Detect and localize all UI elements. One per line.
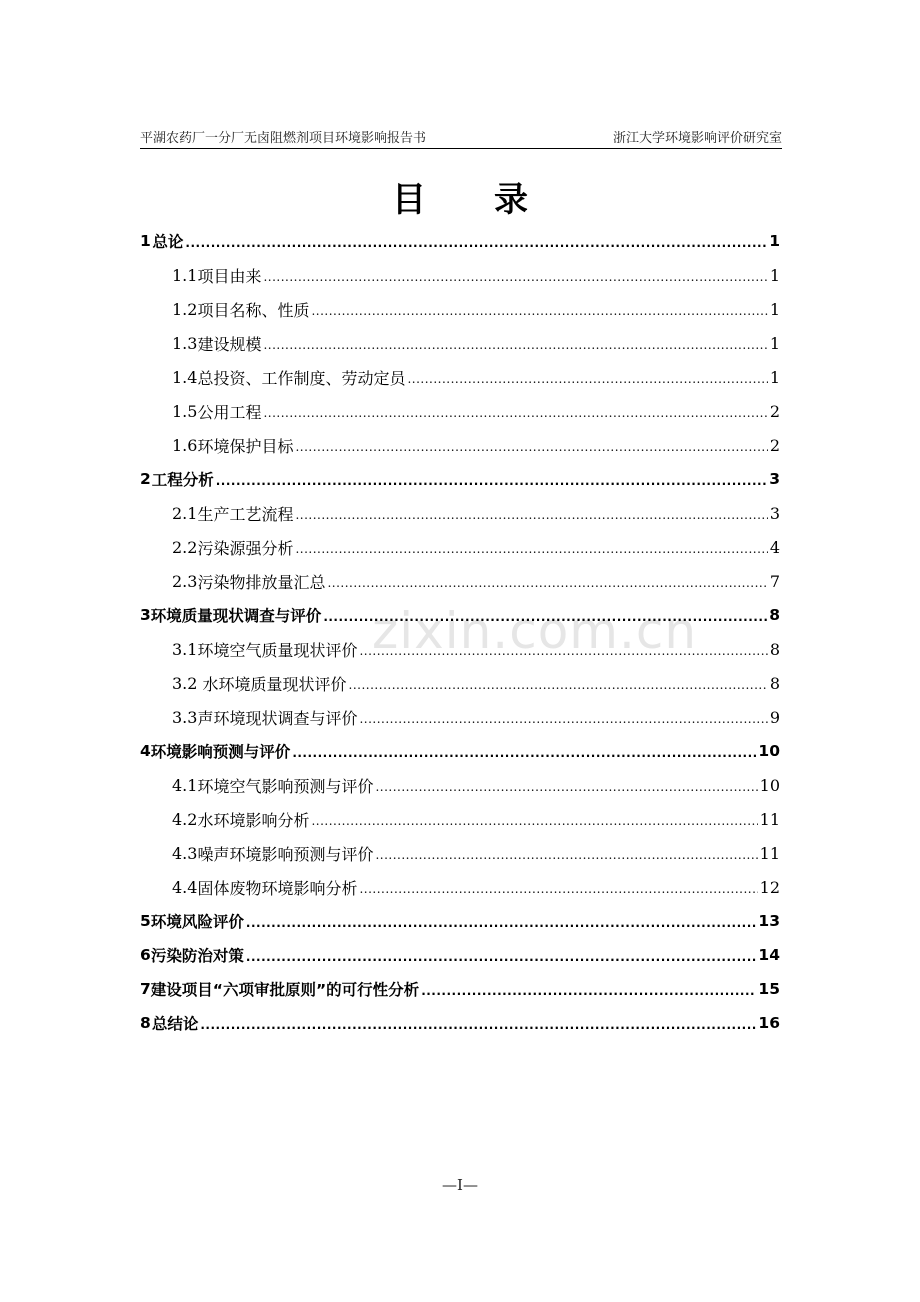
toc-section-entry[interactable] <box>140 360 780 394</box>
toc-entry-label: 污染物排放量汇总 <box>197 572 326 592</box>
toc-section-entry[interactable] <box>140 870 780 904</box>
toc-entry-label: 总论 <box>152 233 184 251</box>
toc-section-entry[interactable] <box>140 258 780 292</box>
toc-chapter-entry[interactable] <box>140 938 780 972</box>
toc-entry-number: 4 <box>140 742 151 760</box>
toc-dot-leader <box>407 370 767 386</box>
toc-entry-label: 工程分析 <box>151 471 214 489</box>
toc-entry-label: 建设项目“六项审批原则”的可行性分析 <box>150 981 420 999</box>
toc-chapter-entry[interactable] <box>140 224 780 258</box>
toc-entry-label: 环境风险评价 <box>150 913 244 931</box>
toc-dot-leader <box>263 268 767 284</box>
toc-dot-leader <box>375 846 757 862</box>
toc-section-entry[interactable] <box>140 802 780 836</box>
toc-entry-number: 4.3 <box>172 843 198 863</box>
toc-dot-leader <box>246 948 757 964</box>
toc-entry-page-number: 8 <box>769 606 780 624</box>
toc-entry-label: 环境空气影响预测与评价 <box>197 776 374 796</box>
toc-entry-number: 2 <box>140 470 151 488</box>
toc-entry-label: 环境影响预测与评价 <box>150 743 291 761</box>
toc-dot-leader <box>359 880 757 896</box>
toc-entry-page-number: 8 <box>769 639 780 659</box>
toc-chapter-entry[interactable] <box>140 904 780 938</box>
toc-dot-leader <box>349 676 768 692</box>
toc-section-entry[interactable] <box>140 666 780 700</box>
toc-entry-label: 噪声环境影响预测与评价 <box>197 844 374 864</box>
toc-section-entry[interactable] <box>140 564 780 598</box>
toc-entry-page-number: 1 <box>769 367 780 387</box>
toc-entry-number: 4.4 <box>172 877 198 897</box>
toc-chapter-entry[interactable] <box>140 972 780 1006</box>
toc-entry-number: 3.1 <box>172 639 198 659</box>
toc-entry-label: 环境空气质量现状评价 <box>197 640 358 660</box>
page-number-footer: —I— <box>442 1176 478 1194</box>
toc-dot-leader <box>295 438 767 454</box>
toc-dot-leader <box>185 234 767 250</box>
toc-dot-leader <box>295 506 767 522</box>
toc-entry-label: 环境质量现状调查与评价 <box>150 607 322 625</box>
header-institution: 浙江大学环境影响评价研究室 <box>612 131 782 146</box>
toc-entry-label: 污染防治对策 <box>150 947 244 965</box>
toc-dot-leader <box>375 778 757 794</box>
toc-section-entry[interactable] <box>140 326 780 360</box>
toc-entry-number: 1.6 <box>172 435 198 455</box>
toc-entry-label: 项目由来 <box>197 266 262 286</box>
toc-entry-label: 生产工艺流程 <box>197 504 294 524</box>
toc-entry-label: 声环境现状调查与评价 <box>197 708 358 728</box>
toc-entry-page-number: 8 <box>769 673 780 693</box>
toc-entry-number: 1 <box>140 232 151 250</box>
toc-section-entry[interactable] <box>140 700 780 734</box>
toc-entry-label: 建设规模 <box>197 334 262 354</box>
toc-entry-number: 1.4 <box>172 367 198 387</box>
toc-entry-number: 2.3 <box>172 571 198 591</box>
toc-entry-number: 1.3 <box>172 333 198 353</box>
toc-entry-number: 1.1 <box>172 265 198 285</box>
toc-section-entry[interactable] <box>140 428 780 462</box>
toc-dot-leader <box>295 540 767 556</box>
toc-entry-number: 3.2 <box>172 673 198 693</box>
toc-section-entry[interactable] <box>140 530 780 564</box>
toc-entry-label: 水环境质量现状评价 <box>197 674 347 694</box>
toc-entry-label: 总投资、工作制度、劳动定员 <box>197 368 406 388</box>
toc-entry-number: 8 <box>140 1014 151 1032</box>
toc-entry-label: 环境保护目标 <box>197 436 294 456</box>
page-title <box>0 172 920 221</box>
toc-entry-page-number: 3 <box>769 470 780 488</box>
toc-entry-page-number: 9 <box>769 707 780 727</box>
toc-section-entry[interactable] <box>140 496 780 530</box>
toc-entry-page-number: 13 <box>758 912 780 930</box>
toc-entry-label: 项目名称、性质 <box>197 300 310 320</box>
toc-dot-leader <box>421 982 756 998</box>
toc-entry-label: 污染源强分析 <box>197 538 294 558</box>
toc-entry-number: 6 <box>140 946 151 964</box>
toc-dot-leader <box>216 472 767 488</box>
toc-entry-page-number: 15 <box>758 980 780 998</box>
toc-dot-leader <box>311 302 767 318</box>
toc-entry-page-number: 10 <box>758 742 780 760</box>
watermark-text: zixin.com.cn <box>372 602 698 660</box>
toc-entry-number: 4.2 <box>172 809 198 829</box>
title-char-2: 录 <box>494 180 528 220</box>
toc-entry-page-number: 4 <box>769 537 780 557</box>
toc-entry-page-number: 1 <box>769 299 780 319</box>
toc-dot-leader <box>200 1016 756 1032</box>
header-report-title: 平湖农药厂一分厂无卤阻燃剂项目环境影响报告书 <box>140 131 427 146</box>
toc-entry-page-number: 1 <box>769 232 780 250</box>
toc-entry-page-number: 1 <box>769 265 780 285</box>
toc-entry-number: 1.5 <box>172 401 198 421</box>
table-of-contents <box>140 224 780 1040</box>
toc-chapter-entry[interactable] <box>140 598 780 632</box>
toc-dot-leader <box>263 404 767 420</box>
toc-entry-page-number: 2 <box>769 435 780 455</box>
toc-entry-page-number: 12 <box>759 877 780 897</box>
toc-entry-label: 固体废物环境影响分析 <box>197 878 358 898</box>
running-header <box>140 130 782 149</box>
toc-section-entry[interactable] <box>140 768 780 802</box>
toc-section-entry[interactable] <box>140 632 780 666</box>
toc-section-entry[interactable] <box>140 394 780 428</box>
toc-entry-page-number: 10 <box>759 775 780 795</box>
toc-dot-leader <box>311 812 757 828</box>
toc-entry-number: 3 <box>140 606 151 624</box>
toc-chapter-entry[interactable] <box>140 734 780 768</box>
toc-dot-leader <box>327 574 767 590</box>
toc-section-entry[interactable] <box>140 836 780 870</box>
toc-chapter-entry[interactable] <box>140 1006 780 1040</box>
toc-entry-page-number: 1 <box>769 333 780 353</box>
toc-entry-label: 总结论 <box>151 1015 199 1033</box>
toc-entry-label: 公用工程 <box>197 402 262 422</box>
toc-entry-number: 4.1 <box>172 775 198 795</box>
toc-dot-leader <box>323 608 767 624</box>
toc-entry-number: 2.2 <box>172 537 198 557</box>
toc-entry-label: 水环境影响分析 <box>197 810 310 830</box>
toc-entry-page-number: 2 <box>769 401 780 421</box>
toc-entry-number: 7 <box>140 980 151 998</box>
toc-dot-leader <box>359 710 767 726</box>
toc-entry-number: 1.2 <box>172 299 198 319</box>
toc-entry-page-number: 11 <box>759 843 780 863</box>
toc-dot-leader <box>246 914 757 930</box>
toc-dot-leader <box>263 336 767 352</box>
toc-dot-leader <box>359 642 767 658</box>
toc-section-entry[interactable] <box>140 292 780 326</box>
toc-chapter-entry[interactable] <box>140 462 780 496</box>
toc-dot-leader <box>292 744 756 760</box>
toc-entry-page-number: 11 <box>759 809 780 829</box>
title-char-1: 目 <box>392 180 426 220</box>
toc-entry-page-number: 3 <box>769 503 780 523</box>
toc-entry-page-number: 16 <box>758 1014 780 1032</box>
toc-entry-number: 5 <box>140 912 151 930</box>
toc-entry-page-number: 7 <box>769 571 780 591</box>
toc-entry-page-number: 14 <box>758 946 780 964</box>
toc-entry-number: 2.1 <box>172 503 198 523</box>
toc-entry-number: 3.3 <box>172 707 198 727</box>
